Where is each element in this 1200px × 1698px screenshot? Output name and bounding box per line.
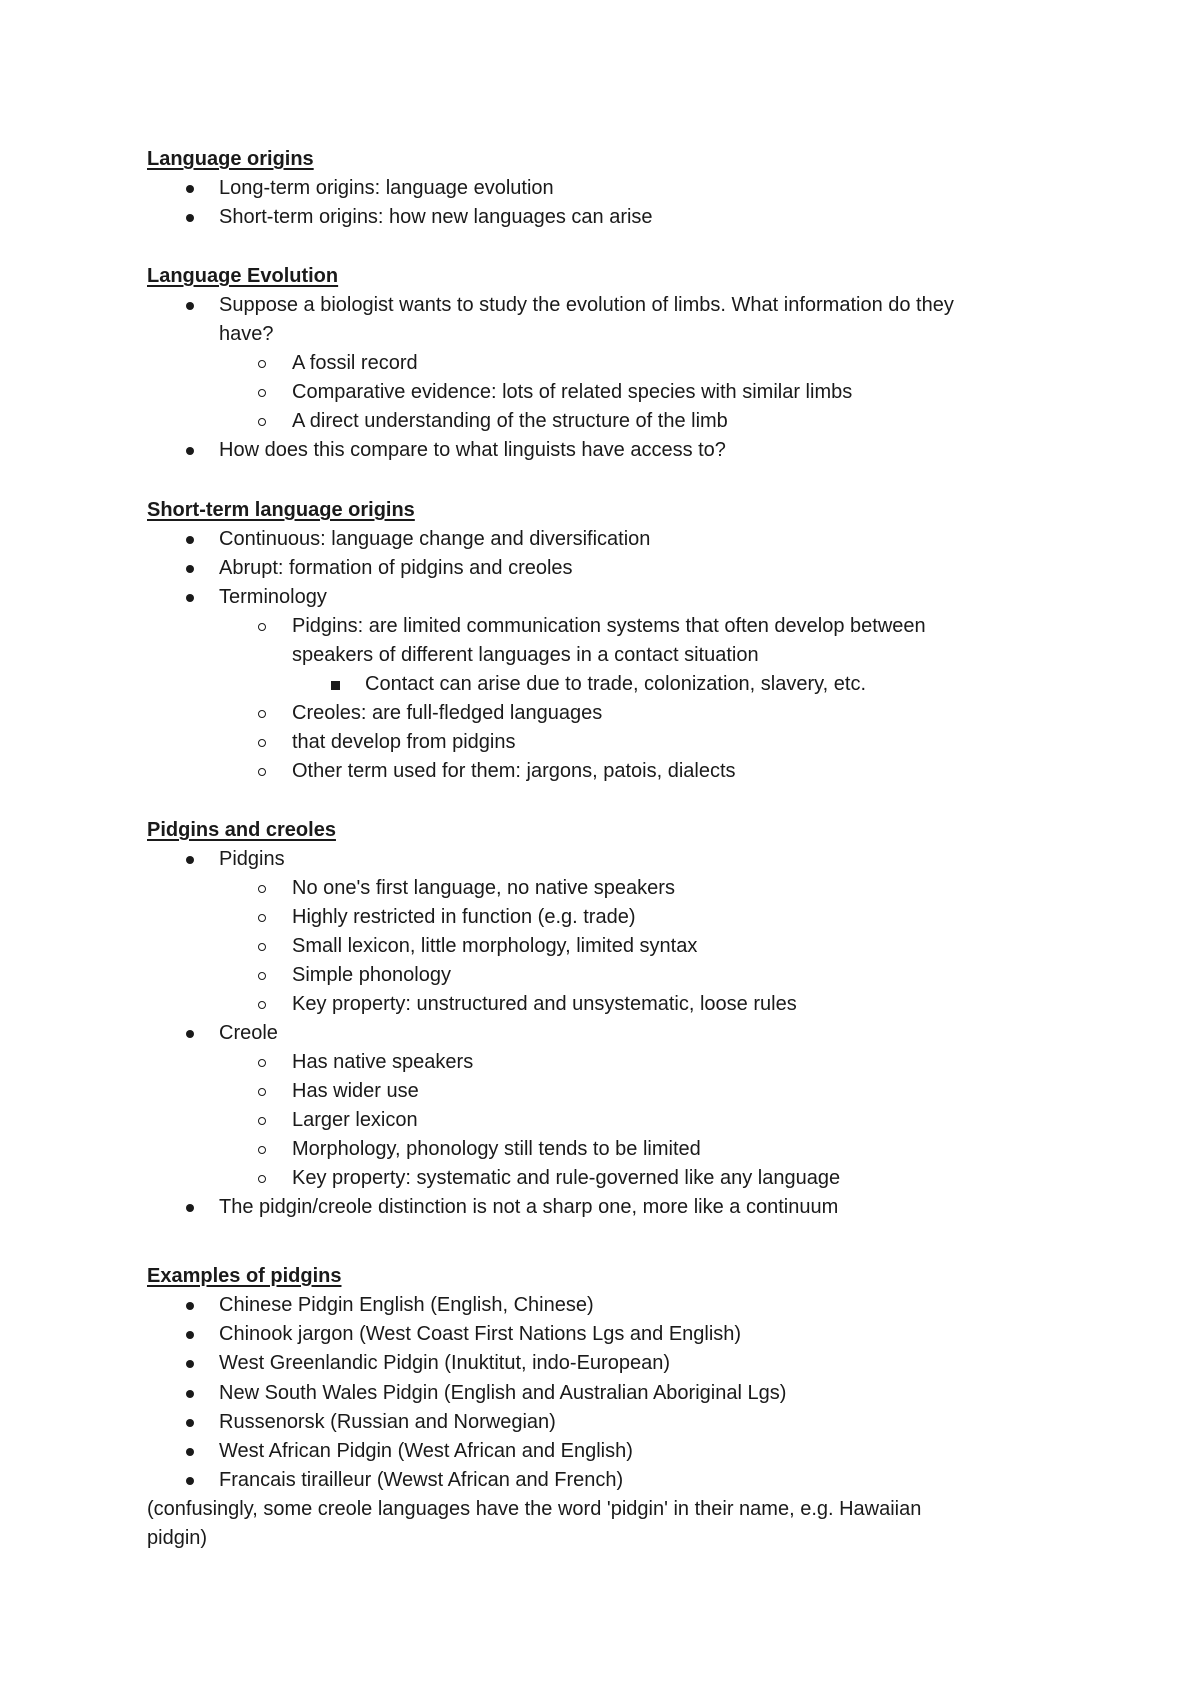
list-item: Continuous: language change and diversification [219, 528, 651, 550]
list-item: A direct understanding of the structure of the limb [292, 410, 728, 432]
list-item: Has wider use [292, 1080, 419, 1102]
bullet-disc-icon [186, 856, 194, 864]
list-item-continuation: speakers of different languages in a contact situation [292, 644, 759, 666]
bullet-circle-icon [258, 1001, 266, 1009]
bullet-circle-icon [258, 885, 266, 893]
bullet-disc-icon [186, 302, 194, 310]
list-item: Larger lexicon [292, 1109, 418, 1131]
bullet-circle-icon [258, 972, 266, 980]
list-item: No one's first language, no native speakers [292, 877, 675, 899]
section-heading-short-term-origins: Short-term language origins [147, 499, 415, 521]
list-item-continuation: have? [219, 323, 274, 345]
bullet-circle-icon [258, 1117, 266, 1125]
bullet-circle-icon [258, 943, 266, 951]
list-item: Long-term origins: language evolution [219, 177, 554, 199]
note-text-continuation: pidgin) [147, 1527, 208, 1549]
bullet-square-icon [331, 681, 340, 690]
list-item: How does this compare to what linguists have access to? [219, 439, 726, 461]
list-item: Pidgins: are limited communication systems that often develop between [292, 615, 926, 637]
list-item: Creole [219, 1022, 278, 1044]
bullet-disc-icon [186, 185, 194, 193]
list-item: Chinook jargon (West Coast First Nations Lgs and English) [219, 1323, 742, 1345]
section-heading-language-origins: Language origins [147, 148, 314, 170]
note-text: (confusingly, some creole languages have the word 'pidgin' in their name, e.g. Hawaiian [147, 1498, 922, 1520]
section-heading-examples-of-pidgins: Examples of pidgins [147, 1265, 342, 1287]
list-item: Francais tirailleur (Wewst African and French) [219, 1469, 624, 1491]
bullet-disc-icon [186, 1030, 194, 1038]
list-item: Short-term origins: how new languages can arise [219, 206, 653, 228]
list-item: Has native speakers [292, 1051, 474, 1073]
list-item: Comparative evidence: lots of related species with similar limbs [292, 381, 853, 403]
bullet-disc-icon [186, 214, 194, 222]
bullet-disc-icon [186, 1331, 194, 1339]
bullet-circle-icon [258, 360, 266, 368]
bullet-circle-icon [258, 389, 266, 397]
list-item: West African Pidgin (West African and English) [219, 1440, 633, 1462]
list-item: Key property: unstructured and unsystematic, loose rules [292, 993, 797, 1015]
bullet-disc-icon [186, 447, 194, 455]
bullet-disc-icon [186, 1360, 194, 1368]
bullet-circle-icon [258, 418, 266, 426]
list-item: A fossil record [292, 352, 418, 374]
bullet-disc-icon [186, 1204, 194, 1212]
bullet-disc-icon [186, 565, 194, 573]
bullet-circle-icon [258, 1088, 266, 1096]
list-item: Terminology [219, 586, 327, 608]
list-item: Russenorsk (Russian and Norwegian) [219, 1411, 556, 1433]
list-item: that develop from pidgins [292, 731, 516, 753]
list-item: Small lexicon, little morphology, limited syntax [292, 935, 698, 957]
list-item: Other term used for them: jargons, patois, dialects [292, 760, 736, 782]
list-item: Abrupt: formation of pidgins and creoles [219, 557, 573, 579]
list-item: Chinese Pidgin English (English, Chinese) [219, 1294, 594, 1316]
list-item: The pidgin/creole distinction is not a sharp one, more like a continuum [219, 1196, 839, 1218]
bullet-circle-icon [258, 1146, 266, 1154]
bullet-circle-icon [258, 1059, 266, 1067]
bullet-circle-icon [258, 623, 266, 631]
list-item: West Greenlandic Pidgin (Inuktitut, indo-European) [219, 1352, 670, 1374]
bullet-disc-icon [186, 536, 194, 544]
bullet-disc-icon [186, 1302, 194, 1310]
bullet-circle-icon [258, 739, 266, 747]
list-item: Pidgins [219, 848, 285, 870]
list-item: Key property: systematic and rule-governed like any language [292, 1167, 841, 1189]
bullet-circle-icon [258, 710, 266, 718]
bullet-disc-icon [186, 1448, 194, 1456]
list-item: Simple phonology [292, 964, 451, 986]
list-item: Creoles: are full-fledged languages [292, 702, 603, 724]
list-item: Contact can arise due to trade, colonization, slavery, etc. [365, 673, 867, 695]
list-item: Suppose a biologist wants to study the evolution of limbs. What information do they [219, 294, 954, 316]
bullet-disc-icon [186, 1477, 194, 1485]
bullet-disc-icon [186, 594, 194, 602]
list-item: Morphology, phonology still tends to be limited [292, 1138, 701, 1160]
bullet-disc-icon [186, 1419, 194, 1427]
bullet-circle-icon [258, 914, 266, 922]
list-item: Highly restricted in function (e.g. trade) [292, 906, 636, 928]
bullet-disc-icon [186, 1390, 194, 1398]
section-heading-language-evolution: Language Evolution [147, 265, 339, 287]
section-heading-pidgins-and-creoles: Pidgins and creoles [147, 819, 336, 841]
list-item: New South Wales Pidgin (English and Australian Aboriginal Lgs) [219, 1382, 787, 1404]
bullet-circle-icon [258, 1175, 266, 1183]
bullet-circle-icon [258, 768, 266, 776]
